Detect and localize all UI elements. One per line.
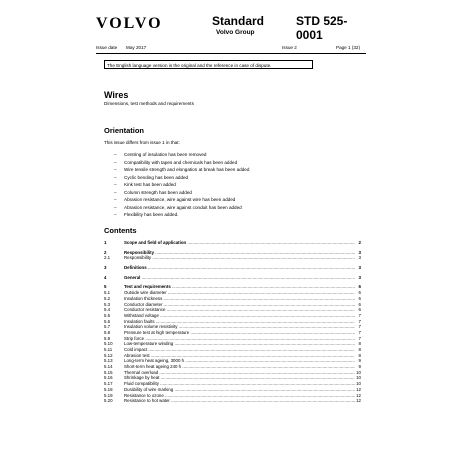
orientation-intro: This issue differs from issue 1 in that:: [104, 140, 180, 145]
list-item: – Column strength has been added: [114, 189, 249, 197]
toc-row[interactable]: [104, 265, 361, 271]
toc-number: 5.2: [104, 295, 111, 301]
toc-row[interactable]: [104, 275, 361, 281]
toc-number: 5.7: [104, 324, 111, 330]
contents-heading: Contents: [104, 226, 137, 235]
toc-number: 5.10: [104, 341, 113, 347]
toc-title: Responsibility .....: [124, 250, 355, 256]
toc-number: 5.6: [104, 318, 111, 324]
page-number: Page 1 (32): [336, 45, 361, 50]
toc-title: Insulation thickness .....: [124, 296, 355, 302]
toc-page: 9: [355, 364, 361, 370]
issue-row: [96, 44, 366, 54]
toc-number: 3: [104, 265, 107, 271]
toc-row[interactable]: [104, 255, 361, 261]
toc-page: 7: [355, 319, 361, 325]
toc-title: Test and requirements .....: [124, 284, 355, 290]
toc-title: Abrasion test .....: [124, 353, 355, 359]
list-item: – Abrasion resistance, wire against conduit has been added: [114, 204, 249, 212]
toc-number: 5.18: [104, 386, 113, 392]
toc-title: Fluid compatibility .....: [124, 381, 355, 387]
toc-title: General .....: [124, 275, 355, 281]
toc-title: Conductor resistance .....: [124, 307, 355, 313]
toc-number: 5.16: [104, 375, 113, 381]
toc-title: Outside wire diameter .....: [124, 290, 355, 296]
list-item: – Wire tensile strength and elongation at break has been added: [114, 166, 249, 174]
toc-title: Pressure test at high temperature .....: [124, 330, 355, 336]
toc-page: 10: [356, 375, 361, 381]
list-item: – Abrasion resistance, wire against wire has been added: [114, 196, 249, 204]
toc-number: 5.4: [104, 307, 111, 313]
toc-page: 7: [355, 330, 361, 336]
orientation-heading: Orientation: [104, 126, 145, 135]
toc-number: 4: [104, 274, 107, 280]
toc-page: 6: [355, 307, 361, 313]
toc-title: Shrinkage by heat .....: [124, 375, 355, 381]
toc-title: Insulation volume resistivity .....: [124, 324, 355, 330]
toc-number: 5.3: [104, 301, 111, 307]
toc-page: 9: [355, 358, 361, 364]
toc-number: 5: [104, 284, 107, 290]
language-notice: The English language version is the original and the reference in case of dispute.: [104, 60, 313, 69]
list-item: – Centring of insulation has been removed: [114, 151, 249, 159]
issue-number: Issue 2: [282, 45, 297, 50]
toc-title: Long-term heat ageing, 3000 h .....: [124, 358, 355, 364]
toc-number: 5.8: [104, 329, 111, 335]
document-subtitle: Dimensions, test methods and requirements: [104, 101, 194, 106]
toc-row[interactable]: [104, 398, 361, 404]
list-item: – Kink test has been added: [114, 181, 249, 189]
toc-number: 5.12: [104, 352, 113, 358]
toc-number: 5.15: [104, 369, 113, 375]
issue-date-label: Issue date: [96, 45, 118, 50]
toc-page: 6: [355, 296, 361, 302]
standard-number: STD 525-0001: [296, 14, 348, 42]
toc-page: 6: [355, 284, 361, 290]
standard-label: Standard: [212, 14, 265, 28]
toc-number: 2.1: [104, 255, 111, 261]
toc-number: 5.11: [104, 347, 113, 352]
group-label: Volvo Group: [216, 29, 255, 36]
toc-page: 2: [355, 240, 361, 246]
toc-page: 10: [356, 369, 361, 375]
document-header: [96, 12, 366, 40]
toc-title: Withstand voltage .....: [124, 313, 355, 319]
toc-number: 1: [104, 240, 107, 245]
toc-title: Scope and field of application .....: [124, 240, 355, 246]
toc-row[interactable]: [104, 240, 361, 246]
toc-page: 8: [355, 353, 361, 359]
toc-page: 6: [355, 302, 361, 308]
toc-number: 5.14: [104, 364, 113, 370]
table-of-contents: [104, 240, 361, 404]
toc-page: 3: [355, 255, 361, 261]
toc-number: 5.1: [104, 290, 111, 296]
toc-number: 5.20: [104, 398, 113, 404]
toc-number: 5.5: [104, 312, 111, 318]
toc-title: Resistance to ozone .....: [124, 393, 355, 399]
toc-number: 5.13: [104, 358, 113, 364]
toc-page: 3: [355, 265, 361, 271]
toc-page: 7: [355, 313, 361, 319]
toc-page: 10: [356, 381, 361, 387]
toc-title: Cold impact .....: [124, 347, 355, 353]
toc-page: 3: [355, 275, 361, 281]
toc-page: 3: [355, 250, 361, 256]
toc-page: 12: [356, 386, 361, 392]
toc-page: 12: [356, 392, 361, 398]
toc-page: 7: [355, 336, 361, 342]
toc-page: 12: [356, 398, 361, 404]
list-item: – Cyclic bending has been added: [114, 174, 249, 182]
document-title: Wires: [104, 90, 129, 100]
toc-title: Responsibility .....: [124, 255, 355, 261]
toc-number: 5.9: [104, 335, 111, 341]
list-item: – Flexibility has been added.: [114, 211, 249, 219]
issue-date: May 2017: [126, 45, 147, 50]
toc-title: Resistance to hot water .....: [124, 398, 355, 404]
toc-title: Insulation faults .....: [124, 319, 355, 325]
toc-title: Short-term heat ageing 240 h .....: [124, 364, 355, 370]
toc-page: 6: [355, 290, 361, 296]
change-list: [114, 151, 249, 219]
toc-title: Thermal overload .....: [124, 370, 355, 376]
toc-title: Durability of wire marking .....: [124, 387, 355, 393]
toc-number: 5.19: [104, 392, 113, 398]
toc-page: 7: [355, 324, 361, 330]
volvo-logo: VOLVO: [96, 15, 163, 32]
toc-number: 5.17: [104, 381, 113, 387]
list-item: – Compatibility with tapes and chemicals has been added: [114, 159, 249, 167]
toc-title: Conductor diameter .....: [124, 302, 355, 308]
toc-title: Definitions .....: [124, 265, 355, 271]
toc-page: 8: [355, 347, 361, 353]
toc-title: Strip force .....: [124, 336, 355, 342]
toc-title: Low-temperature winding .....: [124, 341, 355, 347]
toc-page: 8: [355, 341, 361, 347]
toc-number: 2: [104, 249, 107, 255]
